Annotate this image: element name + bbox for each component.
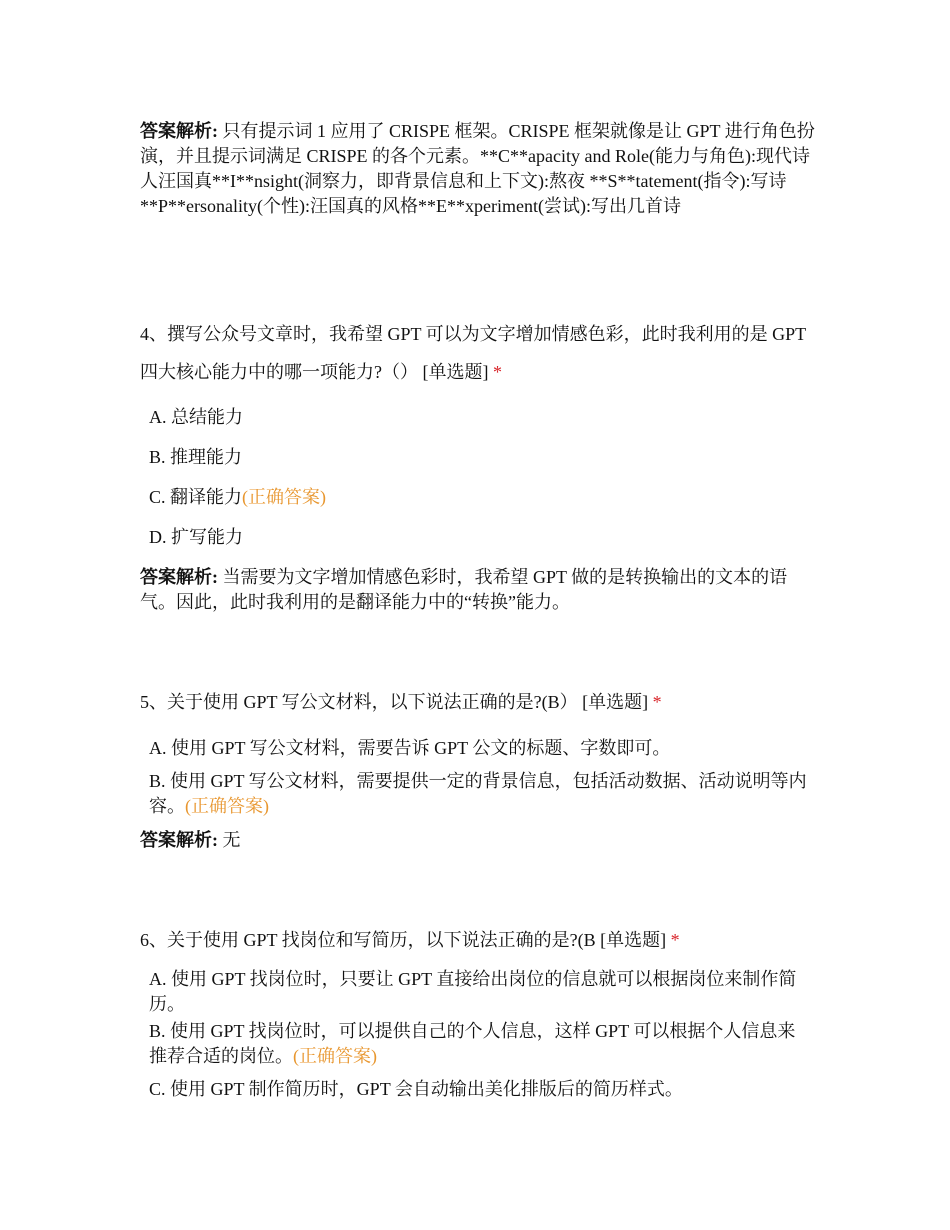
question-6-title: 6、关于使用 GPT 找岗位和写简历，以下说法正确的是?(B [单选题] * — [140, 930, 680, 950]
question-6-option-a[interactable]: A. 使用 GPT 找岗位时，只要让 GPT 直接给出岗位的信息就可以根据岗位来制作简历。 — [149, 969, 797, 1014]
correct-answer-tag: (正确答案) — [293, 1046, 377, 1066]
explanation-text: 无 — [222, 830, 241, 850]
question-4-title: 4、撰写公众号文章时，我希望 GPT 可以为文字增加情感色彩，此时我利用的是 GPT 四大核心能力中的哪一项能力?（） [单选题] * — [140, 324, 806, 382]
explanation-text: 只有提示词 1 应用了 CRISPE 框架。CRISPE 框架就像是让 GPT 进行角色扮演，并且提示词满足 CRISPE 的各个元素。**C**apacity and Role(能力与角色):现代诗人汪国真**I**nsight(洞察力，即背景信息和上下文):熬夜 **S**tatement(指令):写诗**P**ersonality(个性):汪国真的风格**E**xperiment(尝试):写出几首诗 — [140, 121, 815, 216]
required-mark: * — [670, 930, 680, 950]
question-5-title: 5、关于使用 GPT 写公文材料，以下说法正确的是?(B） [单选题] * — [140, 692, 662, 712]
explanation-label: 答案解析: — [140, 830, 218, 850]
question-5-option-b[interactable]: B. 使用 GPT 写公文材料，需要提供一定的背景信息，包括活动数据、活动说明等内容。(正确答案) — [149, 771, 807, 816]
question-4-option-d[interactable]: D. 扩写能力 — [149, 527, 243, 547]
explanation-text: 当需要为文字增加情感色彩时，我希望 GPT 做的是转换输出的文本的语气。因此，此时我利用的是翻译能力中的“转换”能力。 — [140, 567, 788, 612]
required-mark: * — [652, 692, 662, 712]
required-mark: * — [492, 362, 502, 382]
question-4-explanation — [140, 565, 820, 615]
correct-answer-tag: (正确答案) — [242, 487, 327, 507]
correct-answer-tag: (正确答案) — [185, 796, 269, 816]
question-5-explanation — [140, 828, 820, 853]
question-4-option-b[interactable]: B. 推理能力 — [149, 447, 243, 467]
question-4-option-a[interactable]: A. 总结能力 — [149, 407, 243, 427]
question-6-option-b[interactable]: B. 使用 GPT 找岗位时，可以提供自己的个人信息，这样 GPT 可以根据个人信息来推荐合适的岗位。(正确答案) — [149, 1021, 796, 1066]
question-4-option-c[interactable]: C. 翻译能力(正确答案) — [149, 487, 327, 507]
question-6-option-c[interactable]: C. 使用 GPT 制作简历时，GPT 会自动输出美化排版后的简历样式。 — [149, 1079, 683, 1099]
top-explanation — [140, 119, 820, 219]
explanation-label: 答案解析: — [140, 567, 218, 587]
explanation-label: 答案解析: — [140, 121, 218, 141]
question-5-option-a[interactable]: A. 使用 GPT 写公文材料，需要告诉 GPT 公文的标题、字数即可。 — [149, 738, 671, 758]
